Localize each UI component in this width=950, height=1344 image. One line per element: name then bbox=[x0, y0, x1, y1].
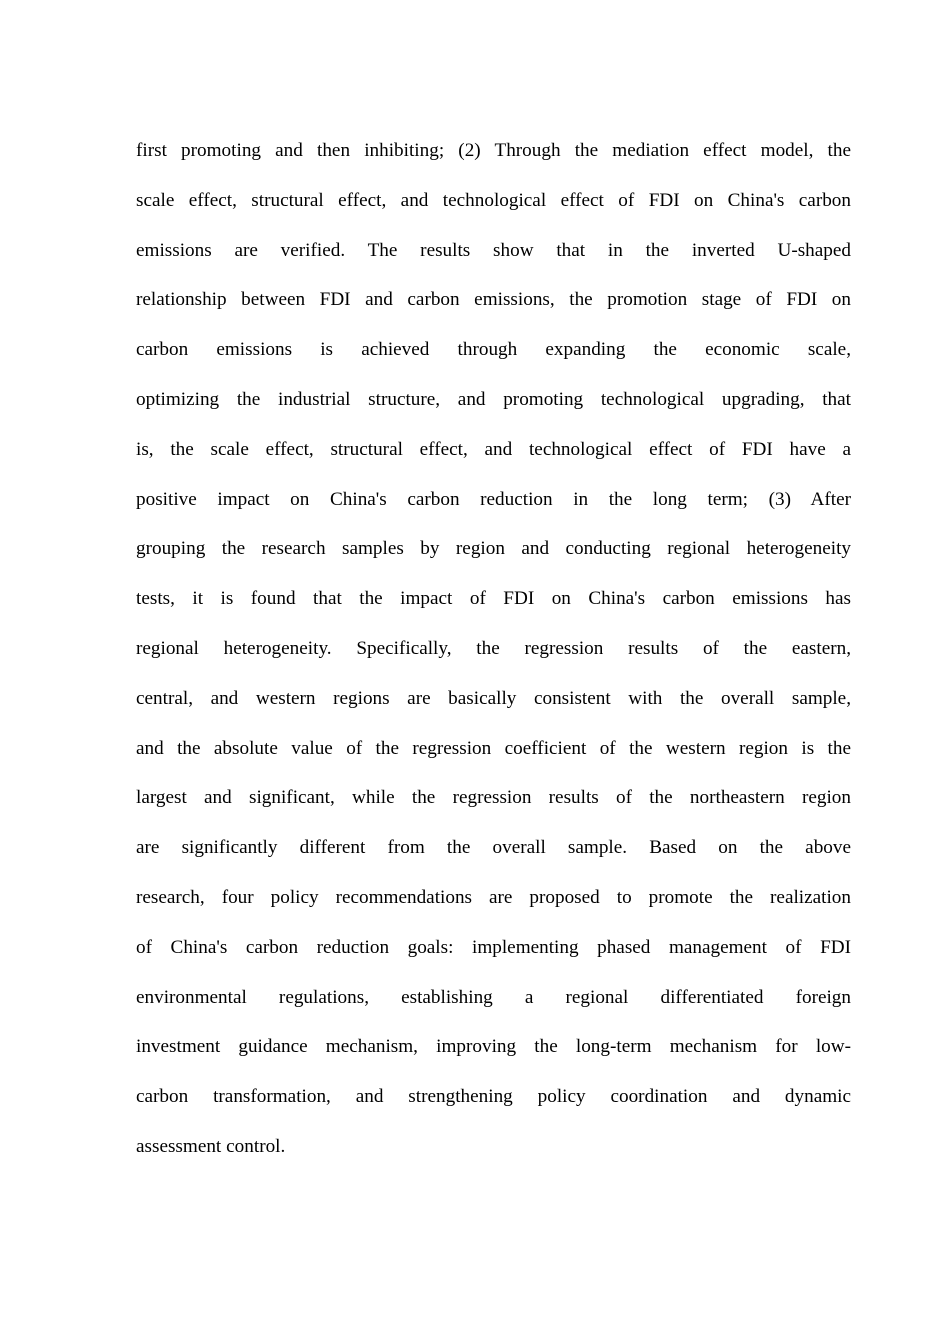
text-line: of China's carbon reduction goals: implementing phased management of FDI bbox=[136, 936, 851, 958]
text-line: largest and significant, while the regression results of the northeastern region bbox=[136, 787, 851, 809]
text-line: relationship between FDI and carbon emissions, the promotion stage of FDI on bbox=[136, 289, 851, 311]
text-line: grouping the research samples by region and conducting regional heterogeneity bbox=[136, 538, 851, 560]
text-line: carbon emissions is achieved through expanding the economic scale, bbox=[136, 339, 851, 361]
text-line: scale effect, structural effect, and technological effect of FDI on China's carbon bbox=[136, 189, 851, 211]
text-line: central, and western regions are basically consistent with the overall sample, bbox=[136, 687, 851, 709]
text-line: and the absolute value of the regression coefficient of the western region is the bbox=[136, 737, 851, 759]
text-line: is, the scale effect, structural effect, and technological effect of FDI have a bbox=[136, 438, 851, 460]
text-line: carbon transformation, and strengthening policy coordination and dynamic bbox=[136, 1086, 851, 1108]
text-line: first promoting and then inhibiting; (2) Through the mediation effect model, the bbox=[136, 140, 851, 161]
text-line: emissions are verified. The results show that in the inverted U-shaped bbox=[136, 239, 851, 261]
text-line: regional heterogeneity. Specifically, the regression results of the eastern, bbox=[136, 637, 851, 659]
text-line: environmental regulations, establishing a regional differentiated foreign bbox=[136, 986, 851, 1008]
body-paragraph bbox=[136, 126, 851, 1172]
text-line: investment guidance mechanism, improving the long-term mechanism for low- bbox=[136, 1036, 851, 1058]
text-line: assessment control. bbox=[136, 1135, 286, 1157]
text-line: optimizing the industrial structure, and promoting technological upgrading, that bbox=[136, 388, 851, 410]
text-line: research, four policy recommendations are proposed to promote the realization bbox=[136, 886, 851, 908]
text-line: are significantly different from the overall sample. Based on the above bbox=[136, 837, 851, 859]
body-text-block bbox=[136, 126, 851, 1172]
text-line: positive impact on China's carbon reduction in the long term; (3) After bbox=[136, 488, 851, 510]
text-line: tests, it is found that the impact of FDI on China's carbon emissions has bbox=[136, 588, 851, 610]
